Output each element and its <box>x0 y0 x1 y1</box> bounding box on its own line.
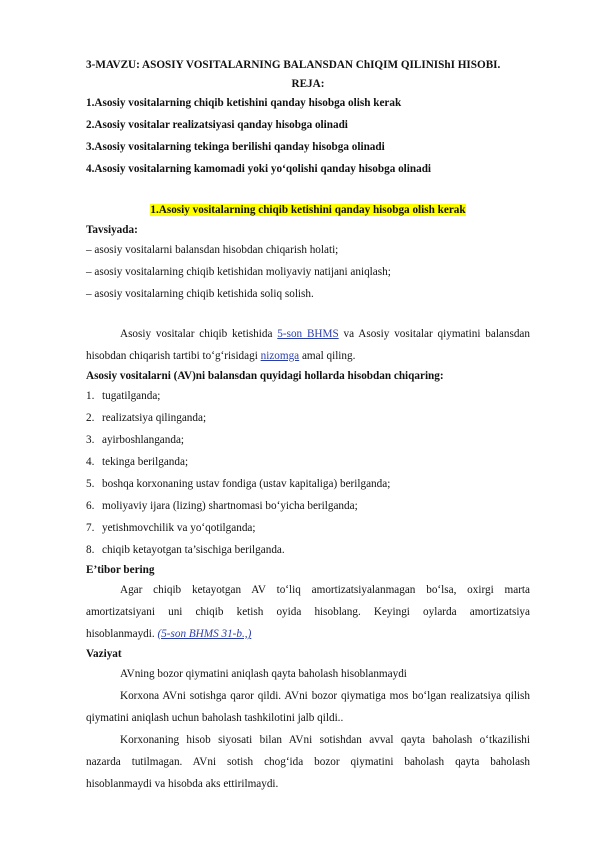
list-item <box>86 455 530 469</box>
list-item <box>86 521 530 535</box>
plan-item: 1.Asosiy vositalarning chiqib ketishini qanday hisobga olish kerak <box>86 97 402 109</box>
paragraph-line <box>86 327 530 341</box>
list-text: chiqib ketayotgan ta’sischiga berilganda. <box>102 544 285 556</box>
plan-item: 2.Asosiy vositalar realizatsiyasi qanday hisobga olinadi <box>86 119 348 131</box>
tavsiyada-label: Tavsiyada: <box>86 224 138 236</box>
vaziyat-line: Korxona AVni sotishga qaror qildi. AVni bozor qiymatiga mos bo‘lgan realizatsiya qilish <box>120 690 530 702</box>
list-item <box>86 477 530 491</box>
list-text: realizatsiya qilinganda; <box>102 412 207 424</box>
list-number: 1. <box>86 390 95 402</box>
etibor-label: E’tibor bering <box>86 564 155 576</box>
section-heading-wrap <box>86 203 530 217</box>
vaziyat-line: hisoblanmaydi va hisobda aks ettirilmaydi. <box>86 778 279 790</box>
cases-heading: Asosiy vositalarni (AV)ni balansdan quyidagi hollarda hisobdan chiqaring: <box>86 370 444 382</box>
list-text: tugatilganda; <box>102 390 161 402</box>
list-text: ayirboshlanganda; <box>102 434 185 446</box>
list-number: 8. <box>86 544 95 556</box>
list-number: 7. <box>86 522 95 534</box>
para-text: hisobdan chiqarish tartibi to‘g‘risidagi <box>86 350 258 362</box>
plan-item: 4.Asosiy vositalarning kamomadi yoki yo‘qolishi qanday hisobga olinadi <box>86 163 432 175</box>
paragraph-line <box>86 349 530 363</box>
vaziyat-label: Vaziyat <box>86 648 122 660</box>
list-item <box>86 389 530 403</box>
nizom-link[interactable]: nizomga <box>260 350 300 362</box>
list-item <box>86 433 530 447</box>
list-text: yetishmovchilik va yo‘qotilganda; <box>102 522 256 534</box>
page-title: 3-MAVZU: ASOSIY VOSITALARNING BALANSDAN ChIQIM QILINIShI HISOBI. <box>86 59 501 71</box>
tavsiyada-item: – asosiy vositalarning chiqib ketishidan moliyaviy natijani aniqlash; <box>86 266 391 278</box>
vaziyat-line: AVning bozor qiymatini aniqlash qayta baholash hisoblanmaydi <box>120 668 407 680</box>
plan-item: 3.Asosiy vositalarning tekinga berilishi qanday hisobga olinadi <box>86 141 385 153</box>
list-item <box>86 411 530 425</box>
list-number: 5. <box>86 478 95 490</box>
list-text: boshqa korxonaning ustav fondiga (ustav kapitaliga) berilganda; <box>102 478 391 490</box>
etibor-text: hisoblanmaydi. <box>86 628 155 640</box>
bhms-31-link[interactable]: (5-son BHMS 31-b.,) <box>157 628 252 640</box>
vaziyat-line: qiymatini aniqlash uchun baholash tashkilotini jalb qildi.. <box>86 712 344 724</box>
section-heading: 1.Asosiy vositalarning chiqib ketishini qanday hisobga olish kerak <box>150 204 466 216</box>
etibor-line: Agar chiqib ketayotgan AV to‘liq amortizatsiyalanmagan bo‘lsa, oxirgi marta <box>120 584 530 596</box>
list-item <box>86 543 530 557</box>
para-text: va Asosiy vositalar qiymatini balansdan <box>343 328 530 340</box>
list-item <box>86 499 530 513</box>
bhms-link[interactable]: 5-son BHMS <box>277 328 339 340</box>
tavsiyada-item: – asosiy vositalarning chiqib ketishida soliq solish. <box>86 288 314 300</box>
etibor-line: amortizatsiyani uni chiqib ketish oyida hisoblang. Keyingi oylarda amortizatsiya <box>86 606 530 618</box>
vaziyat-line: nazarda tutilmagan. AVni sotish chog‘ida bozor qiymatini baholash qayta baholash <box>86 756 530 768</box>
para-text: Asosiy vositalar chiqib ketishida <box>120 328 273 340</box>
list-number: 3. <box>86 434 95 446</box>
etibor-line <box>86 627 530 641</box>
list-number: 2. <box>86 412 95 424</box>
list-text: tekinga berilganda; <box>102 456 189 468</box>
reja-label: REJA: <box>291 78 325 90</box>
list-number: 6. <box>86 500 95 512</box>
tavsiyada-item: – asosiy vositalarni balansdan hisobdan chiqarish holati; <box>86 244 339 256</box>
vaziyat-line: Korxonaning hisob siyosati bilan AVni sotishdan avval qayta baholash o‘tkazilishi <box>120 734 530 746</box>
list-number: 4. <box>86 456 95 468</box>
list-text: moliyaviy ijara (lizing) shartnomasi bo‘yicha berilganda; <box>102 500 358 512</box>
para-text: amal qiling. <box>301 350 356 362</box>
